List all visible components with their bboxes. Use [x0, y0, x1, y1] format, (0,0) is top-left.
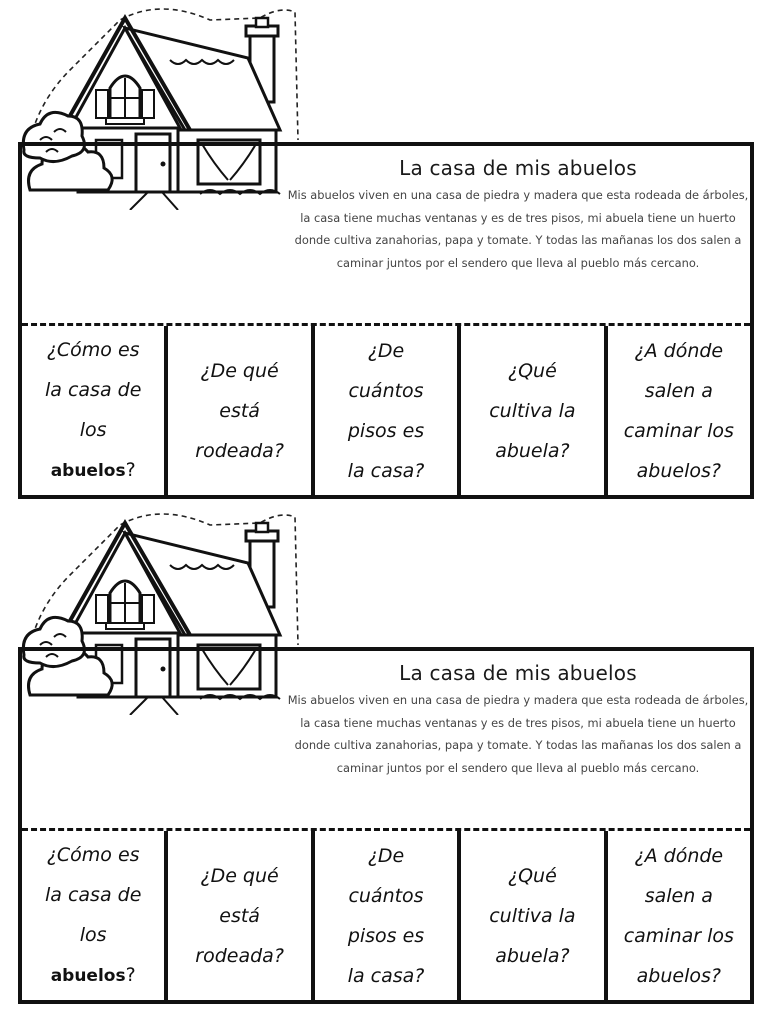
reading-card	[18, 142, 754, 499]
reading-card	[18, 647, 754, 1004]
question-line: pisos es	[347, 419, 425, 442]
question-text	[348, 836, 425, 996]
bold-word: abuelos	[50, 966, 126, 986]
worksheet-2	[0, 505, 768, 1010]
question-line: la casa?	[347, 459, 425, 482]
question-line: los	[79, 924, 107, 946]
reading-section	[284, 156, 752, 274]
worksheet-1	[0, 0, 768, 505]
question-line: ¿De qué	[200, 359, 279, 382]
question-flap-4[interactable]	[461, 831, 607, 1000]
question-mark: ?	[125, 459, 136, 481]
question-line: la casa?	[347, 964, 425, 987]
question-line: cultiva la	[489, 904, 576, 927]
question-line: abuela?	[495, 439, 570, 462]
question-line	[45, 955, 141, 996]
question-line: ¿De qué	[200, 864, 279, 887]
question-flap-3[interactable]	[315, 831, 461, 1000]
question-line: caminar los	[623, 419, 734, 442]
question-line: rodeada?	[195, 944, 284, 967]
question-line: ¿De	[367, 844, 405, 867]
question-flap-3[interactable]	[315, 326, 461, 495]
question-line: los	[79, 419, 107, 441]
question-line: ¿Cómo es	[46, 844, 140, 866]
question-text	[45, 330, 141, 491]
question-flap-5[interactable]	[608, 326, 750, 495]
question-text	[195, 351, 284, 471]
reading-section	[284, 661, 752, 779]
question-line: cultiva la	[489, 399, 576, 422]
question-flap-5[interactable]	[608, 831, 750, 1000]
question-line: pisos es	[347, 924, 425, 947]
question-line: ¿Qué	[508, 359, 557, 382]
question-line: la casa de	[45, 884, 142, 906]
question-flaps	[22, 831, 750, 1000]
question-line: salen a	[644, 379, 713, 402]
question-mark: ?	[125, 964, 136, 986]
question-text	[195, 856, 284, 976]
question-text	[45, 835, 141, 996]
question-text	[348, 331, 425, 491]
question-line: está	[219, 399, 260, 422]
question-flap-4[interactable]	[461, 326, 607, 495]
question-line: abuelos?	[636, 964, 721, 987]
question-line: cuántos	[348, 379, 424, 402]
question-line	[45, 450, 141, 491]
reading-body: Mis abuelos viven en una casa de piedra y madera que esta rodeada de árboles, la casa tiene muchas ventanas y es de tres pisos, mi abuela tiene un huerto donde cultiva zanahorias, papa y tomate. Y todas las mañanas los dos salen a caminar juntos por el sendero que lleva al pueblo más cercano.	[287, 188, 749, 270]
question-flap-2[interactable]	[168, 831, 314, 1000]
question-line: está	[219, 904, 260, 927]
question-text	[489, 351, 575, 471]
bold-word: abuelos	[50, 461, 126, 481]
question-line: ¿De	[367, 339, 405, 362]
reading-title: La casa de mis abuelos	[399, 661, 637, 685]
reading-title: La casa de mis abuelos	[399, 156, 637, 180]
question-text	[624, 836, 734, 996]
question-line: ¿A dónde	[634, 339, 724, 362]
question-line: abuela?	[495, 944, 570, 967]
question-text	[624, 331, 734, 491]
question-flap-2[interactable]	[168, 326, 314, 495]
question-line: ¿Cómo es	[46, 339, 140, 361]
question-flap-1[interactable]	[22, 326, 168, 495]
question-flaps	[22, 326, 750, 495]
question-line: ¿A dónde	[634, 844, 724, 867]
question-line: salen a	[644, 884, 713, 907]
question-line: ¿Qué	[508, 864, 557, 887]
question-line: abuelos?	[636, 459, 721, 482]
reading-body: Mis abuelos viven en una casa de piedra y madera que esta rodeada de árboles, la casa tiene muchas ventanas y es de tres pisos, mi abuela tiene un huerto donde cultiva zanahorias, papa y tomate. Y todas las mañanas los dos salen a caminar juntos por el sendero que lleva al pueblo más cercano.	[287, 693, 749, 775]
question-line: la casa de	[45, 379, 142, 401]
question-line: cuántos	[348, 884, 424, 907]
question-flap-1[interactable]	[22, 831, 168, 1000]
question-line: caminar los	[623, 924, 734, 947]
question-text	[489, 856, 575, 976]
question-line: rodeada?	[195, 439, 284, 462]
